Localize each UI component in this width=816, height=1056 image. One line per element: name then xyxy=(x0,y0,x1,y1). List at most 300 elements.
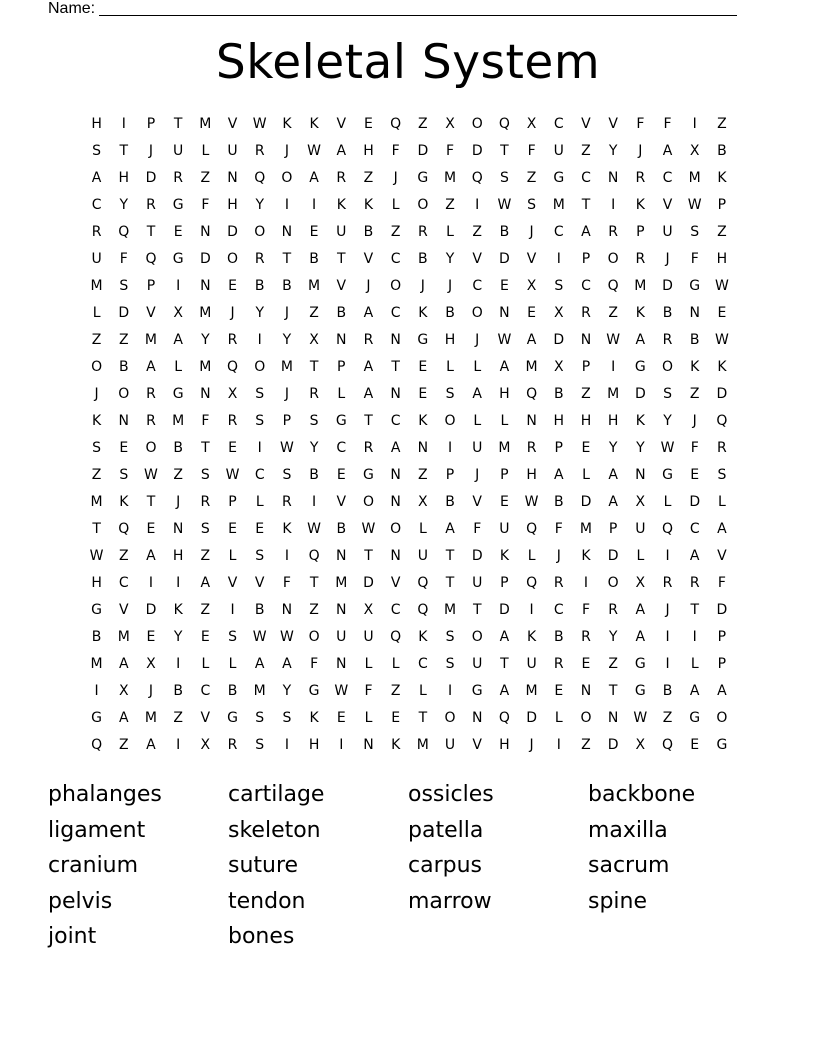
grid-letter: X xyxy=(635,494,646,510)
grid-letter: Z xyxy=(118,548,129,564)
grid-letter: K xyxy=(499,548,509,564)
word-bank-item: skeleton xyxy=(228,817,321,843)
grid-letter: W xyxy=(334,683,349,699)
grid-letter: E xyxy=(418,359,428,375)
grid-letter: I xyxy=(230,602,235,618)
name-label: Name: xyxy=(48,0,96,17)
grid-letter: I xyxy=(284,197,289,213)
grid-letter: W xyxy=(307,521,322,537)
grid-letter: G xyxy=(363,467,374,483)
grid-letter: A xyxy=(717,521,727,537)
grid-letter: L xyxy=(201,656,210,672)
grid-letter: Z xyxy=(91,332,102,348)
grid-letter: Y xyxy=(608,440,618,456)
grid-row xyxy=(83,384,737,411)
grid-letter: J xyxy=(284,305,289,321)
grid-letter: N xyxy=(118,413,130,429)
grid-letter: S xyxy=(282,467,292,483)
word-bank-item: backbone xyxy=(588,782,696,807)
grid-letter: V xyxy=(472,251,482,267)
grid-letter: I xyxy=(176,278,181,294)
grid-letter: S xyxy=(663,386,672,402)
grid-letter: W xyxy=(225,467,240,483)
grid-letter: X xyxy=(418,494,428,510)
grid-letter: V xyxy=(363,251,374,267)
grid-letter: Y xyxy=(309,440,319,456)
grid-letter: A xyxy=(146,737,156,753)
grid-letter: N xyxy=(336,332,347,348)
grid-letter: A xyxy=(499,683,510,699)
grid-letter: R xyxy=(717,440,727,456)
grid-letter: D xyxy=(471,548,483,564)
grid-letter: L xyxy=(418,521,427,537)
grid-letter: Z xyxy=(118,332,129,348)
grid-row xyxy=(83,438,737,465)
grid-letter: N xyxy=(390,467,401,483)
grid-letter: Q xyxy=(390,629,402,645)
grid-letter: K xyxy=(717,359,727,375)
grid-letter: L xyxy=(527,548,536,564)
grid-letter: B xyxy=(254,602,265,618)
grid-letter: L xyxy=(473,359,482,375)
word-bank-item: phalanges xyxy=(48,782,162,807)
grid-letter: D xyxy=(580,494,592,510)
grid-letter: D xyxy=(553,332,565,348)
grid-letter: E xyxy=(364,116,373,132)
grid-letter: W xyxy=(606,332,621,348)
grid-row xyxy=(83,546,737,573)
word-bank-item: maxilla xyxy=(588,817,668,843)
grid-letter: J xyxy=(94,386,99,402)
grid-letter: E xyxy=(228,440,237,456)
grid-letter: M xyxy=(253,683,266,699)
grid-letter: G xyxy=(689,278,701,294)
grid-letter: R xyxy=(91,224,102,240)
grid-letter: T xyxy=(337,251,346,267)
grid-letter: A xyxy=(200,575,211,591)
grid-letter: M xyxy=(498,440,511,456)
word-bank-item: marrow xyxy=(408,888,492,914)
grid-letter: O xyxy=(607,575,619,591)
grid-letter: Z xyxy=(662,710,673,726)
grid-letter: S xyxy=(282,710,292,726)
grid-letter: R xyxy=(146,413,156,429)
grid-letter: A xyxy=(118,656,129,672)
grid-letter: J xyxy=(665,251,670,267)
grid-letter: W xyxy=(144,467,158,483)
grid-letter: A xyxy=(146,548,156,564)
grid-letter: I xyxy=(284,737,289,753)
grid-letter: U xyxy=(336,629,347,645)
grid-letter: Y xyxy=(663,413,672,429)
grid-letter: O xyxy=(417,197,429,213)
grid-letter: A xyxy=(173,332,183,348)
grid-letter: L xyxy=(364,656,373,672)
grid-row xyxy=(83,465,737,492)
grid-letter: D xyxy=(607,548,619,564)
grid-letter: G xyxy=(172,386,184,402)
grid-letter: T xyxy=(282,251,292,267)
word-bank-item: patella xyxy=(408,817,484,843)
grid-letter: T xyxy=(500,656,509,672)
grid-letter: N xyxy=(363,737,374,753)
grid-letter: A xyxy=(526,332,537,348)
grid-letter: I xyxy=(447,683,453,699)
grid-letter: C xyxy=(689,521,700,537)
word-bank-item: ossicles xyxy=(408,782,494,807)
grid-letter: A xyxy=(309,170,319,186)
grid-letter: Q xyxy=(498,116,510,132)
grid-letter: J xyxy=(529,224,534,240)
grid-letter: E xyxy=(554,683,564,699)
grid-letter: B xyxy=(499,224,510,240)
grid-letter: J xyxy=(447,278,453,294)
grid-letter: Z xyxy=(581,737,591,753)
grid-letter: O xyxy=(254,224,266,240)
grid-letter: G xyxy=(172,251,184,267)
grid-letter: A xyxy=(581,224,591,240)
grid-letter: G xyxy=(689,710,701,726)
grid-letter: R xyxy=(553,656,564,672)
grid-letter: O xyxy=(308,629,320,645)
grid-letter: T xyxy=(92,521,101,537)
grid-letter: U xyxy=(91,251,102,267)
grid-letter: Y xyxy=(201,332,210,348)
grid-letter: O xyxy=(91,359,103,375)
grid-letter: E xyxy=(336,710,346,726)
grid-letter: Z xyxy=(689,386,700,402)
grid-letter: L xyxy=(337,386,346,402)
grid-letter: A xyxy=(445,521,455,537)
grid-letter: G xyxy=(716,737,728,753)
grid-letter: L xyxy=(718,494,726,510)
grid-letter: U xyxy=(526,656,537,672)
grid-letter: F xyxy=(282,575,291,591)
grid-letter: B xyxy=(91,629,102,645)
grid-letter: Z xyxy=(472,224,483,240)
grid-letter: A xyxy=(689,548,700,564)
grid-letter: P xyxy=(554,440,563,456)
grid-letter: H xyxy=(526,467,537,483)
grid-letter: L xyxy=(201,143,210,159)
grid-letter: A xyxy=(363,386,374,402)
grid-letter: S xyxy=(255,710,265,726)
grid-letter: P xyxy=(146,116,156,132)
grid-letter: F xyxy=(554,521,563,537)
grid-letter: E xyxy=(255,521,265,537)
grid-letter: Z xyxy=(608,305,618,321)
grid-letter: N xyxy=(580,683,592,699)
word-bank-item: ligament xyxy=(48,817,146,843)
grid-letter: I xyxy=(176,575,181,591)
grid-letter: V xyxy=(472,494,482,510)
grid-letter: Z xyxy=(309,602,319,618)
word-bank-item: bones xyxy=(228,924,295,949)
grid-letter: X xyxy=(526,116,537,132)
grid-letter: F xyxy=(581,602,590,618)
grid-letter: I xyxy=(665,548,670,564)
grid-letter: G xyxy=(471,683,483,699)
grid-letter: I xyxy=(176,656,181,672)
grid-letter: S xyxy=(309,413,319,429)
grid-letter: Z xyxy=(390,683,401,699)
grid-letter: N xyxy=(336,548,347,564)
grid-letter: Z xyxy=(418,467,428,483)
grid-letter: X xyxy=(526,278,537,294)
grid-letter: H xyxy=(91,575,102,591)
grid-letter: D xyxy=(716,386,728,402)
grid-letter: Q xyxy=(607,278,619,294)
grid-letter: I xyxy=(692,629,697,645)
grid-letter: N xyxy=(227,170,238,186)
grid-letter: S xyxy=(255,548,265,564)
grid-letter: B xyxy=(363,224,374,240)
grid-letter: Q xyxy=(526,386,538,402)
grid-letter: T xyxy=(391,359,400,375)
grid-letter: D xyxy=(227,224,238,240)
grid-letter: K xyxy=(635,305,645,321)
grid-letter: Z xyxy=(581,143,591,159)
grid-letter: H xyxy=(499,737,510,753)
grid-letter: B xyxy=(418,251,428,267)
grid-letter: E xyxy=(499,494,509,510)
grid-letter: I xyxy=(583,575,589,591)
grid-letter: C xyxy=(553,602,564,618)
grid-letter: V xyxy=(717,548,727,564)
grid-letter: C xyxy=(118,575,129,591)
grid-letter: K xyxy=(635,197,645,213)
grid-row xyxy=(83,303,737,330)
grid-letter: M xyxy=(144,332,158,348)
grid-letter: E xyxy=(418,386,428,402)
grid-letter: C xyxy=(390,602,401,618)
grid-letter: L xyxy=(228,548,237,564)
grid-letter: Y xyxy=(173,629,183,645)
grid-letter: U xyxy=(363,629,374,645)
page-title: Skeletal System xyxy=(215,35,601,90)
grid-letter: U xyxy=(417,548,428,564)
grid-letter: L xyxy=(418,683,427,699)
grid-letter: X xyxy=(363,602,374,618)
grid-letter: P xyxy=(445,467,455,483)
grid-letter: D xyxy=(634,386,646,402)
grid-letter: D xyxy=(607,737,619,753)
grid-letter: R xyxy=(282,494,292,510)
grid-letter: P xyxy=(337,359,346,375)
grid-letter: F xyxy=(446,143,455,159)
grid-letter: W xyxy=(252,116,267,132)
grid-letter: Z xyxy=(418,116,428,132)
grid-letter: K xyxy=(581,548,591,564)
grid-letter: L xyxy=(391,197,400,213)
grid-letter: N xyxy=(635,467,646,483)
grid-letter: D xyxy=(689,494,701,510)
grid-letter: A xyxy=(553,467,564,483)
grid-letter: U xyxy=(553,143,564,159)
grid-letter: S xyxy=(255,737,265,753)
grid-letter: I xyxy=(121,116,126,132)
grid-letter: R xyxy=(146,386,156,402)
grid-letter: T xyxy=(608,683,618,699)
grid-letter: A xyxy=(118,710,129,726)
grid-letter: N xyxy=(417,440,429,456)
grid-letter: I xyxy=(257,332,262,348)
grid-letter: A xyxy=(608,467,618,483)
grid-letter: M xyxy=(579,521,593,537)
grid-letter: D xyxy=(716,602,728,618)
grid-letter: F xyxy=(717,575,726,591)
grid-letter: J xyxy=(230,305,235,321)
grid-letter: Y xyxy=(282,683,292,699)
grid-letter: C xyxy=(417,656,428,672)
grid-letter: K xyxy=(690,359,700,375)
grid-letter: U xyxy=(444,737,456,753)
grid-letter: L xyxy=(364,710,373,726)
grid-letter: Y xyxy=(255,197,264,213)
grid-row xyxy=(83,411,737,438)
grid-row xyxy=(83,168,737,195)
grid-letter: O xyxy=(662,359,674,375)
grid-letter: M xyxy=(335,575,348,591)
grid-letter: N xyxy=(390,548,401,564)
grid-letter: M xyxy=(443,602,457,618)
grid-letter: F xyxy=(663,116,672,132)
grid-letter: M xyxy=(525,683,538,699)
grid-letter: T xyxy=(146,224,156,240)
grid-letter: H xyxy=(580,413,592,429)
grid-letter: B xyxy=(173,440,183,456)
grid-letter: A xyxy=(662,143,673,159)
word-bank-item: spine xyxy=(588,888,648,914)
word-bank-item: pelvis xyxy=(48,888,113,914)
grid-letter: V xyxy=(472,737,482,753)
grid-letter: H xyxy=(607,413,619,429)
grid-letter: N xyxy=(390,332,401,348)
grid-letter: J xyxy=(393,170,398,186)
grid-letter: I xyxy=(556,251,561,267)
grid-letter: K xyxy=(119,494,129,510)
grid-letter: I xyxy=(257,440,262,456)
grid-letter: S xyxy=(92,440,102,456)
grid-letter: D xyxy=(499,251,510,267)
grid-letter: R xyxy=(200,494,211,510)
grid-letter: R xyxy=(309,386,319,402)
grid-letter: R xyxy=(689,575,700,591)
grid-letter: B xyxy=(336,521,347,537)
grid-letter: L xyxy=(446,224,454,240)
grid-letter: S xyxy=(717,467,727,483)
grid-letter: L xyxy=(174,359,183,375)
grid-letter: S xyxy=(527,197,537,213)
grid-letter: H xyxy=(118,170,130,186)
grid-letter: B xyxy=(662,683,673,699)
grid-letter: F xyxy=(364,683,373,699)
grid-row xyxy=(83,222,737,249)
grid-letter: M xyxy=(90,278,103,294)
grid-letter: E xyxy=(309,224,319,240)
grid-letter: L xyxy=(446,359,454,375)
grid-letter: G xyxy=(91,602,103,618)
grid-letter: G xyxy=(335,413,347,429)
grid-letter: I xyxy=(611,197,616,213)
grid-letter: W xyxy=(714,278,729,294)
grid-letter: C xyxy=(336,440,347,456)
grid-letter: I xyxy=(447,440,453,456)
grid-letter: K xyxy=(363,197,374,213)
grid-letter: F xyxy=(690,251,699,267)
grid-letter: H xyxy=(172,548,184,564)
grid-letter: Z xyxy=(717,116,727,132)
grid-letter: T xyxy=(146,494,156,510)
grid-letter: Z xyxy=(526,170,537,186)
grid-letter: D xyxy=(526,710,537,726)
grid-letter: I xyxy=(665,656,670,672)
grid-letter: A xyxy=(499,629,510,645)
grid-letter: P xyxy=(717,197,727,213)
grid-letter: Q xyxy=(91,737,103,753)
grid-letter: O xyxy=(118,386,130,402)
grid-letter: M xyxy=(199,116,212,132)
grid-letter: V xyxy=(336,278,347,294)
grid-letter: Q xyxy=(390,116,402,132)
grid-letter: R xyxy=(581,305,591,321)
grid-letter: W xyxy=(279,440,294,456)
grid-letter: S xyxy=(445,656,455,672)
grid-letter: N xyxy=(499,305,510,321)
grid-letter: Q xyxy=(417,575,429,591)
grid-letter: X xyxy=(553,359,564,375)
grid-letter: L xyxy=(228,656,237,672)
grid-letter: R xyxy=(146,197,156,213)
grid-letter: P xyxy=(146,278,156,294)
word-bank xyxy=(48,779,768,957)
grid-letter: X xyxy=(118,683,129,699)
grid-letter: B xyxy=(254,278,265,294)
grid-letter: J xyxy=(148,143,154,159)
grid-letter: C xyxy=(200,683,211,699)
grid-letter: S xyxy=(255,413,265,429)
grid-letter: Q xyxy=(662,521,674,537)
grid-letter: R xyxy=(227,737,238,753)
grid-letter: M xyxy=(199,359,212,375)
grid-letter: Q xyxy=(118,224,130,240)
grid-letter: X xyxy=(173,305,183,321)
grid-letter: O xyxy=(281,170,293,186)
grid-letter: N xyxy=(336,602,347,618)
grid-letter: U xyxy=(662,224,673,240)
grid-letter: Q xyxy=(417,602,429,618)
grid-letter: S xyxy=(200,521,210,537)
grid-letter: R xyxy=(662,332,673,348)
grid-row xyxy=(83,114,737,141)
grid-row xyxy=(83,141,737,168)
grid-letter: J xyxy=(475,467,480,483)
grid-letter: Q xyxy=(308,548,320,564)
grid-letter: W xyxy=(497,332,512,348)
grid-letter: D xyxy=(417,143,429,159)
grid-letter: W xyxy=(497,197,512,213)
grid-letter: F xyxy=(690,440,699,456)
word-bank-item: suture xyxy=(228,853,299,878)
grid-letter: G xyxy=(308,683,320,699)
grid-letter: W xyxy=(524,494,539,510)
grid-letter: R xyxy=(635,251,646,267)
grid-letter: L xyxy=(663,494,672,510)
grid-letter: G xyxy=(417,332,429,348)
grid-letter: N xyxy=(526,413,537,429)
grid-letter: K xyxy=(92,413,102,429)
grid-letter: N xyxy=(607,710,619,726)
